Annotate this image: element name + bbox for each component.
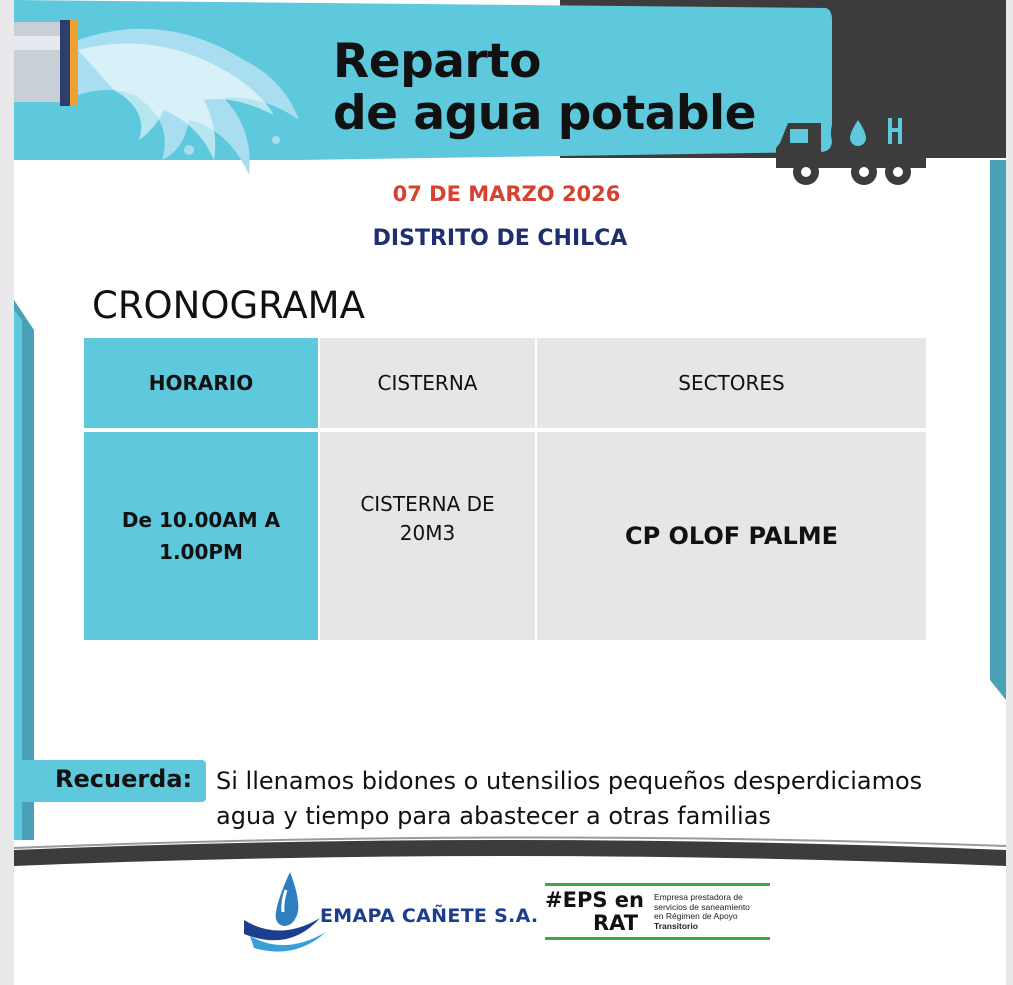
schedule-title: CRONOGRAMA bbox=[92, 284, 365, 327]
column-header-sectores: SECTORES bbox=[537, 338, 926, 428]
reminder-label: Recuerda: bbox=[55, 765, 193, 793]
eps-top-rule bbox=[545, 883, 770, 886]
reminder-line-2: agua y tiempo para abastecer a otras familias bbox=[216, 802, 771, 830]
eps-hashtag: #EPS en bbox=[545, 888, 644, 912]
water-pipe-icon bbox=[14, 0, 314, 195]
eps-desc-line-4: Transitorio bbox=[654, 920, 698, 931]
emapa-drop-logo-icon bbox=[240, 868, 330, 956]
water-truck-icon bbox=[776, 98, 936, 190]
column-header-cisterna: CISTERNA bbox=[320, 338, 535, 428]
cell-horario bbox=[84, 432, 318, 640]
eps-bottom-rule bbox=[545, 937, 770, 940]
eps-description bbox=[654, 893, 750, 931]
title-line-2: de agua potable bbox=[333, 86, 757, 141]
event-date: 07 DE MARZO 2026 bbox=[392, 182, 621, 206]
eps-desc-line-2: servicios de saneamiento bbox=[654, 901, 750, 912]
flyer-title bbox=[333, 36, 756, 140]
cell-sector: CP OLOF PALME bbox=[537, 432, 926, 640]
column-header-horario: HORARIO bbox=[84, 338, 318, 428]
eps-rat: RAT bbox=[593, 911, 639, 935]
reminder-line-1: Si llenamos bidones o utensilios pequeños desperdiciamos bbox=[216, 767, 923, 795]
reminder-text bbox=[216, 764, 976, 834]
event-district: DISTRITO DE CHILCA bbox=[372, 226, 628, 251]
eps-desc-line-1: Empresa prestadora de bbox=[654, 892, 743, 902]
eps-desc-line-3: en Régimen de Apoyo bbox=[654, 911, 738, 921]
horario-line-2: 1.00PM bbox=[159, 540, 243, 564]
title-line-1: Reparto bbox=[333, 34, 541, 89]
horario-line-1: De 10.00AM A bbox=[121, 508, 281, 532]
cell-cisterna bbox=[320, 432, 535, 640]
cisterna-line-1: CISTERNA DE bbox=[360, 492, 495, 516]
emapa-company-name: EMAPA CAÑETE S.A. bbox=[320, 905, 539, 927]
cisterna-line-2: 20M3 bbox=[399, 521, 456, 545]
